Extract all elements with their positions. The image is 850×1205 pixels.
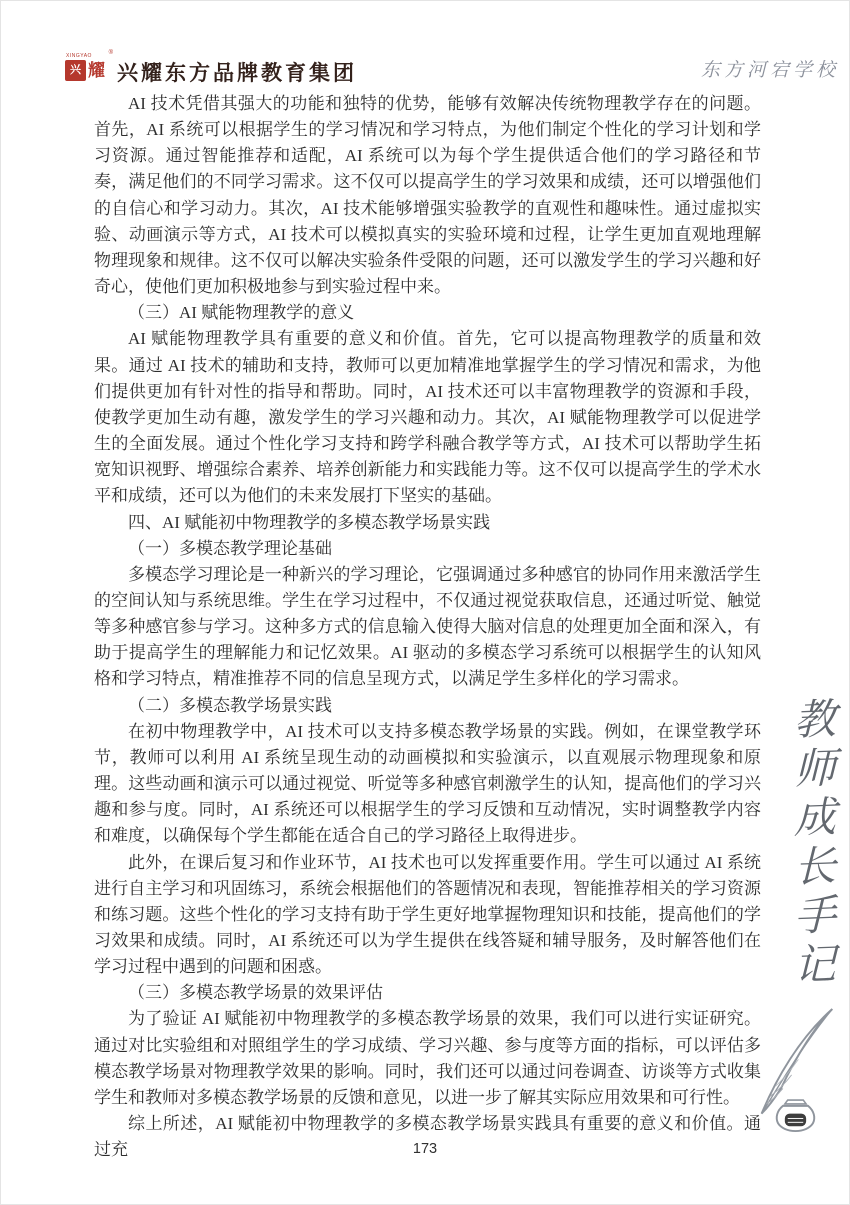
paragraph: 多模态学习理论是一种新兴的学习理论，它强调通过多种感官的协同作用来激活学生的空间认知与系统思维。学生在学习过程中，不仅通过视觉获取信息，还通过听觉、触觉等多种感官参与学习。这种多方式的信息输入使得大脑对信息的处理更加全面和深入，有助于提高学生的理解能力和记忆效果。AI 驱动的多模态学习系统可以根据学生的认知风格和学习特点，精准推荐不同的信息呈现方式，以满足学生多样化的学习需求。 bbox=[94, 564, 761, 689]
section-heading: （三）AI 赋能物理教学的意义 bbox=[128, 303, 355, 323]
paragraph: AI 技术凭借其强大的功能和独特的优势，能够有效解决传统物理教学存在的问题。首先，AI 系统可以根据学生的学习情况和学习特点，为他们制定个性化的学习计划和学习资源。通过智能推荐和适配，AI 系统可以为每个学生提供适合他们的学习路径和节奏，满足他们的不同学习需求。这不仅可以提高学生的学习效果和成绩，还可以增强他们的自信心和学习动力。其次，AI 技术能够增强实验教学的直观性和趣味性。通过虚拟实验、动画演示等方式，AI 技术可以模拟真实的实验环境和过程，让学生更加直观地理解物理现象和规律。这不仅可以解决实验条件受限的问题，还可以激发学生的学习兴趣和好奇心，使他们更加积极地参与到实验过程中来。 bbox=[94, 94, 761, 297]
paragraph: 综上所述，AI 赋能初中物理教学的多模态教学场景实践具有重要的意义和价值。通过充 bbox=[94, 1114, 761, 1160]
document-body bbox=[94, 91, 761, 1163]
vertical-calligraphy-title: 教师成长手记 bbox=[788, 696, 837, 992]
page-number: 173 bbox=[412, 1141, 438, 1157]
company-name: 兴耀东方品牌教育集团 bbox=[117, 61, 357, 85]
quill-ink-icon bbox=[749, 1003, 841, 1139]
section-heading: （三）多模态教学场景的效果评估 bbox=[128, 983, 383, 1003]
paragraph: AI 赋能物理教学具有重要的意义和价值。首先，它可以提高物理教学的质量和效果。通过 AI 技术的辅助和支持，教师可以更加精准地掌握学生的学习情况和需求，为他们提供更加有针对性的指导和帮助。同时，AI 技术还可以丰富物理教学的资源和手段，使教学更加生动有趣，激发学生的学习兴趣和动力。其次，AI 赋能物理教学可以促进学生的全面发展。通过个性化学习支持和跨学科融合教学等方式，AI 技术可以帮助学生拓宽知识视野、增强综合素养、培养创新能力和实践能力等。这不仅可以提高学生的学术水平和成绩，还可以为他们的未来发展打下坚实的基础。 bbox=[94, 329, 761, 506]
brand-seal-icon bbox=[65, 50, 113, 89]
section-heading: （二）多模态教学场景实践 bbox=[128, 695, 332, 715]
brand-logo bbox=[65, 50, 357, 89]
section-heading: （一）多模态教学理论基础 bbox=[128, 538, 332, 558]
paragraph: 此外，在课后复习和作业环节，AI 技术也可以发挥重要作用。学生可以通过 AI 系统进行自主学习和巩固练习，系统会根据他们的答题情况和表现，智能推荐相关的学习资源和练习题。这些个性化的学习支持有助于学生更好地掌握物理知识和技能，提高他们的学习效果和成绩。同时，AI 系统还可以为学生提供在线答疑和辅导服务，及时解答他们在学习过程中遇到的问题和困惑。 bbox=[94, 852, 761, 977]
school-name: 东方河宕学校 bbox=[700, 60, 839, 81]
brand-seal-glyphs: 兴 耀 bbox=[65, 60, 105, 81]
paragraph: 为了验证 AI 赋能初中物理教学的多模态教学场景的效果，我们可以进行实证研究。通过对比实验组和对照组学生的学习成绩、学习兴趣、参与度等方面的指标，可以评估多模态教学场景对物理教学效果的影响。同时，我们还可以通过问卷调查、访谈等方式收集学生和教师对多模态教学场景的反馈和意见，以进一步了解其实际应用效果和可行性。 bbox=[94, 1009, 761, 1107]
brand-seal-small-text: XINGYAO bbox=[66, 53, 92, 59]
paragraph: 在初中物理教学中，AI 技术可以支持多模态教学场景的实践。例如，在课堂教学环节，教师可以利用 AI 系统呈现生动的动画模拟和实验演示，以直观展示物理现象和原理。这些动画和演示可以通过视觉、听觉等多种感官刺激学生的认知，提高他们的学习兴趣和参与度。同时，AI 系统还可以根据学生的学习反馈和互动情况，实时调整教学内容和难度，以确保每个学生都能在适合自己的学习路径上取得进步。 bbox=[94, 721, 761, 846]
section-heading: 四、AI 赋能初中物理教学的多模态教学场景实践 bbox=[128, 512, 491, 532]
registered-trademark-icon: ® bbox=[108, 50, 113, 56]
